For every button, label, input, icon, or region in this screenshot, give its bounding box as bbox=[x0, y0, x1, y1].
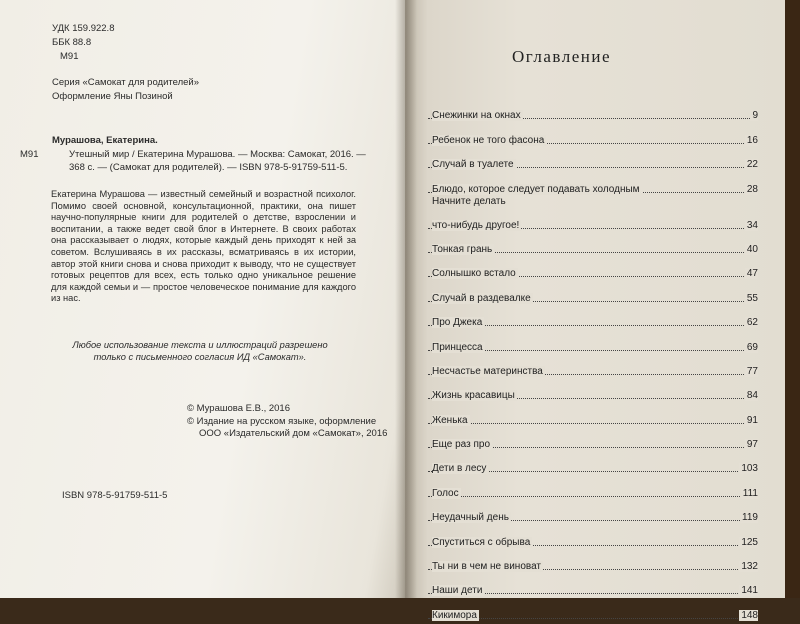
toc-title: Оглавление bbox=[512, 47, 611, 66]
toc-entry-label: Женька bbox=[432, 414, 468, 426]
book-spine-shadow bbox=[395, 0, 417, 598]
toc-entry-label: Снежинки на окнах bbox=[432, 110, 521, 122]
toc-entry-label: Кикимора bbox=[432, 609, 477, 621]
left-page bbox=[0, 0, 405, 598]
author-code-2: М91 bbox=[20, 149, 39, 160]
toc-entry-label: Про Джека bbox=[432, 317, 483, 329]
bibliographic-line-1: Утешный мир / Екатерина Мурашова. — Москва: Самокат, 2016. — bbox=[69, 149, 366, 160]
toc-entry-label: Принцесса bbox=[432, 341, 483, 353]
toc-entry-page: 84 bbox=[746, 390, 758, 402]
bibliographic-line-2: 368 с. — (Самокат для родителей). — ISBN 978-5-91759-511-5. bbox=[69, 162, 348, 173]
toc-entry bbox=[428, 282, 758, 306]
toc-entry-leader bbox=[428, 496, 758, 497]
toc-entry bbox=[428, 502, 758, 526]
toc-entry-page: 62 bbox=[746, 317, 758, 329]
toc-entry-label-line1: Начните делать bbox=[432, 195, 506, 207]
toc-entry bbox=[428, 551, 758, 575]
toc-entry bbox=[428, 575, 758, 599]
annotation-text: Екатерина Мурашова — известный семейный и возрастной психолог. Помимо своей основной, консультационной, практики, она пишет научно-популярные книги для родителей о детстве, взрослении и воспитании, а также ведет свой блог в Интернете. В своих работах она рассказывает о людях, которые каждый день приходят к ней за советом. Вслушиваясь в их рассказы, всматриваясь в их истории, автор этой книги снова и снова приходит к выводу, что не существует готовых рецептов для всех, есть только одно уникальное решение для каждой семьи и — простое человеческое понимание для каждого из нас. bbox=[51, 189, 356, 304]
toc-entry-label: Несчастье материнства bbox=[432, 365, 543, 377]
annotation-paragraph bbox=[51, 189, 356, 305]
toc-entry-label: Тонкая грань bbox=[432, 243, 493, 255]
toc-entry-page: 132 bbox=[741, 561, 758, 573]
toc-entry-page: 34 bbox=[746, 219, 758, 231]
toc-entry-label: Случай в туалете bbox=[432, 159, 514, 171]
toc-entry bbox=[428, 526, 758, 550]
toc-entry bbox=[428, 195, 758, 234]
series-line: Серия «Самокат для родителей» bbox=[52, 77, 200, 88]
toc-entry-page: 103 bbox=[741, 463, 758, 475]
toc-entry bbox=[428, 453, 758, 477]
toc-entry-label: Неудачный день bbox=[432, 512, 509, 524]
toc-entry bbox=[428, 331, 758, 355]
toc-entry-page: 47 bbox=[746, 268, 758, 280]
toc-entry-label: Жизнь красавицы bbox=[432, 390, 515, 402]
toc-entry bbox=[428, 356, 758, 380]
toc-entry-label: что-нибудь другое! bbox=[432, 219, 520, 231]
toc-entry-label: Ребенок не того фасона bbox=[432, 134, 545, 146]
copyright-edition: © Издание на русском языке, оформление bbox=[187, 415, 377, 427]
toc-entry-page: 97 bbox=[746, 439, 758, 451]
toc-entry bbox=[428, 234, 758, 258]
toc-entry-page: 125 bbox=[741, 536, 758, 548]
toc-entry-label: Ты ни в чем не виноват bbox=[432, 561, 542, 573]
toc-entry-page: 28 bbox=[746, 183, 758, 195]
toc-entry bbox=[428, 173, 758, 197]
toc-entry-page: 55 bbox=[746, 292, 758, 304]
author-code: М91 bbox=[60, 51, 79, 62]
toc-entry-page: 16 bbox=[746, 134, 758, 146]
toc-entry bbox=[428, 307, 758, 331]
toc-entry-page: 69 bbox=[746, 341, 758, 353]
udk-code: УДК 159.922.8 bbox=[52, 23, 115, 34]
toc-entry-page: 9 bbox=[752, 110, 758, 122]
toc-entry-page: 148 bbox=[741, 609, 758, 621]
toc-entry-label: Наши дети bbox=[432, 585, 483, 597]
copyright-block bbox=[187, 403, 387, 441]
toc-entry-page: 119 bbox=[742, 512, 758, 524]
toc-entry-label: Голос bbox=[432, 487, 459, 499]
toc-entry-label: Солнышко встало bbox=[432, 268, 516, 280]
toc-entry bbox=[428, 124, 758, 148]
toc-entry-label: Дети в лесу bbox=[432, 463, 487, 475]
toc-entry bbox=[428, 477, 758, 501]
design-credit: Оформление Яны Позиной bbox=[52, 91, 173, 102]
toc-entry-page: 111 bbox=[742, 487, 758, 499]
toc-entry-page: 40 bbox=[746, 243, 758, 255]
usage-notice: Любое использование текста и иллюстраций разрешено только с письменного согласия ИД «Самокат». bbox=[72, 340, 328, 362]
copyright-publisher: ООО «Издательский дом «Самокат», 2016 bbox=[199, 428, 388, 439]
toc-entry bbox=[428, 404, 758, 428]
toc-entry-leader bbox=[428, 423, 758, 424]
toc-entry bbox=[428, 100, 758, 124]
toc-entry-label: Случай в раздевалке bbox=[432, 292, 531, 304]
author-heading: Мурашова, Екатерина. bbox=[52, 135, 158, 146]
toc-entry-page: 22 bbox=[746, 159, 758, 171]
table-of-contents bbox=[428, 100, 758, 624]
toc-entry-label: Еще раз про bbox=[432, 439, 491, 451]
toc-entry-page: 141 bbox=[741, 585, 758, 597]
toc-entry-label: Спуститься с обрыва bbox=[432, 536, 531, 548]
toc-entry-label: Блюдо, которое следует подавать холодным bbox=[432, 183, 640, 195]
toc-entry bbox=[428, 149, 758, 173]
toc-entry-page: 91 bbox=[746, 414, 758, 426]
toc-entry bbox=[428, 599, 758, 623]
bbk-code: ББК 88.8 bbox=[52, 37, 92, 48]
toc-entry bbox=[428, 429, 758, 453]
toc-entry bbox=[428, 380, 758, 404]
toc-entry bbox=[428, 258, 758, 282]
copyright-author: © Мурашова Е.В., 2016 bbox=[187, 403, 291, 414]
isbn-line: ISBN 978-5-91759-511-5 bbox=[62, 490, 168, 501]
toc-entry-page: 77 bbox=[746, 365, 758, 377]
